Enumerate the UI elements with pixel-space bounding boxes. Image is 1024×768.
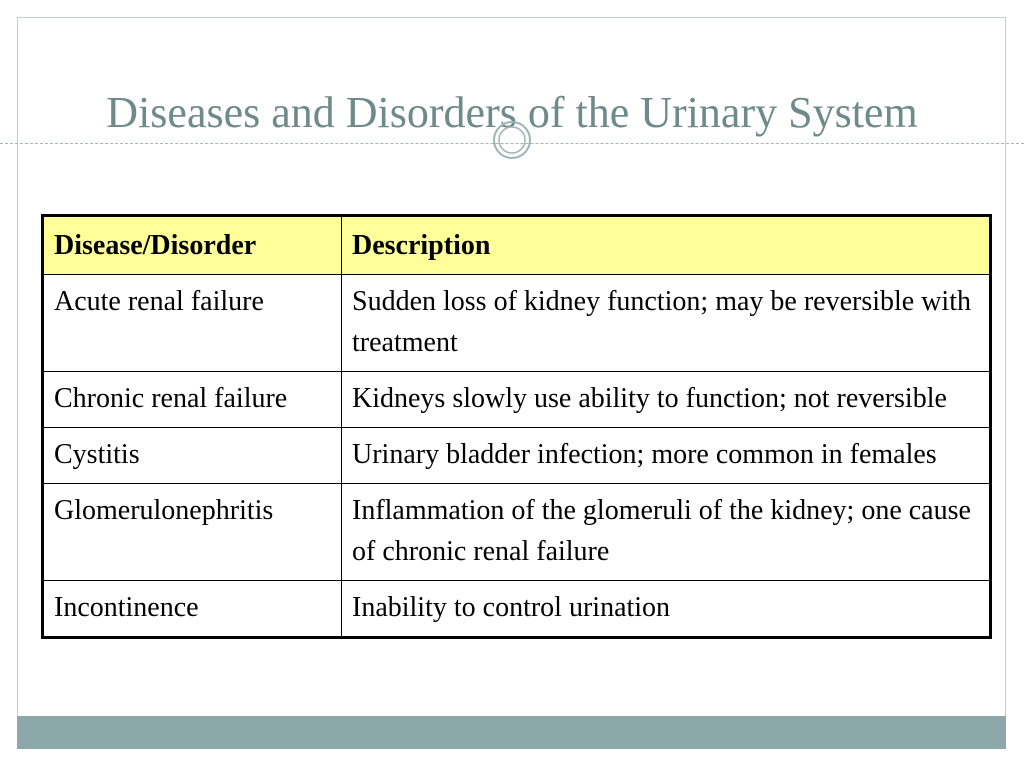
cell-disease: Chronic renal failure xyxy=(43,372,342,428)
table-row xyxy=(43,581,991,638)
diseases-table xyxy=(41,214,992,639)
table-row xyxy=(43,484,991,581)
footer-band xyxy=(17,716,1006,749)
cell-description: Urinary bladder infection; more common in females xyxy=(342,428,991,484)
table-row xyxy=(43,372,991,428)
table-row xyxy=(43,275,991,372)
circle-ornament-icon xyxy=(491,119,533,161)
cell-description: Inability to control urination xyxy=(342,581,991,638)
slide-title: Diseases and Disorders of the Urinary System xyxy=(106,88,918,137)
cell-disease: Cystitis xyxy=(43,428,342,484)
cell-description: Inflammation of the glomeruli of the kidney; one cause of chronic renal failure xyxy=(342,484,991,581)
cell-disease: Glomerulonephritis xyxy=(43,484,342,581)
cell-disease: Incontinence xyxy=(43,581,342,638)
table-header-row xyxy=(43,216,991,275)
header-disease: Disease/Disorder xyxy=(43,216,342,275)
cell-disease: Acute renal failure xyxy=(43,275,342,372)
header-description: Description xyxy=(342,216,991,275)
cell-description: Kidneys slowly use ability to function; not reversible xyxy=(342,372,991,428)
table-row xyxy=(43,428,991,484)
table-container xyxy=(41,214,992,639)
cell-description: Sudden loss of kidney function; may be reversible with treatment xyxy=(342,275,991,372)
